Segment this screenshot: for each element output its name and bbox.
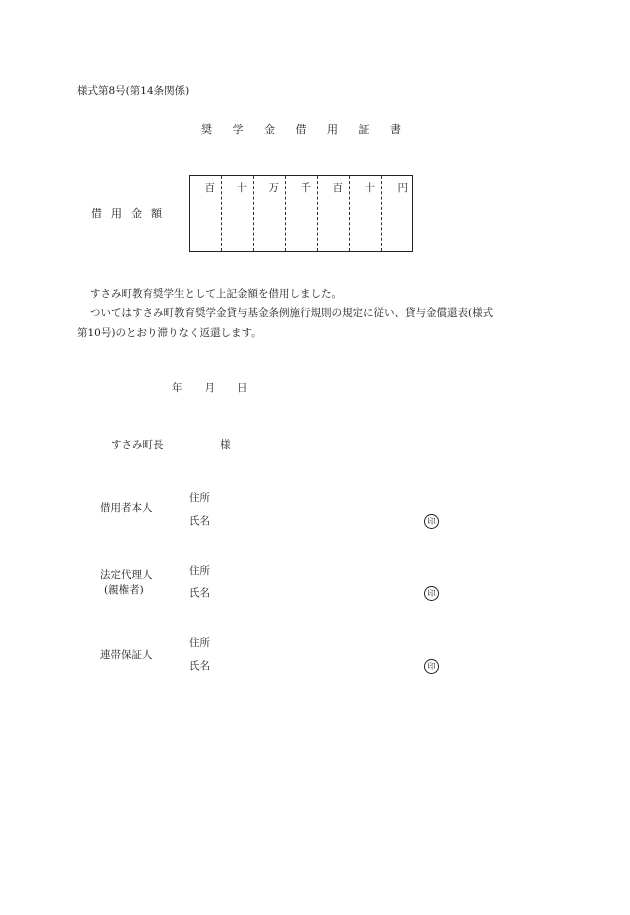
signer-role-guarantor: 連帯保証人 [100, 649, 153, 661]
body-text-line: すさみ町教育奨学生として上記金額を借用しました。 [90, 288, 342, 300]
signer-role-guardian-sub: (親権者) [104, 584, 144, 596]
digit-cell-ten-million[interactable] [222, 176, 254, 251]
signer-role-borrower: 借用者本人 [100, 502, 153, 514]
signer-role-guardian: 法定代理人 [100, 569, 153, 581]
title-char: 奨 [201, 123, 212, 136]
digit-unit: 百 [332, 182, 343, 194]
seal-icon: 印 [424, 514, 439, 529]
addressee-honorific: 様 [220, 439, 231, 451]
title-char: 学 [232, 123, 244, 136]
date-line[interactable] [172, 383, 270, 394]
date-month: 月 [204, 382, 215, 394]
seal-icon: 印 [424, 586, 439, 601]
name-label: 氏名 [189, 660, 210, 672]
amount-box[interactable] [189, 175, 413, 252]
addressee-name: すさみ町長 [111, 439, 164, 451]
digit-cell-yen[interactable] [382, 176, 414, 251]
digit-cell-hundred[interactable] [318, 176, 350, 251]
digit-unit: 十 [236, 182, 247, 194]
amount-label-char: 用 [111, 207, 122, 220]
body-text-line: ついてはすさみ町教育奨学金貸与基金条例施行規則の規定に従い、貸与金償還表(様式 [90, 307, 494, 319]
address-label: 住所 [189, 565, 210, 577]
name-label: 氏名 [189, 515, 210, 527]
title-char: 借 [295, 123, 307, 136]
digit-cell-thousand[interactable] [286, 176, 318, 251]
digit-cell-million[interactable] [254, 176, 286, 251]
digit-cell-hundred-million[interactable] [190, 176, 222, 251]
date-day: 日 [237, 382, 248, 394]
digit-unit: 十 [364, 182, 375, 194]
digit-unit: 千 [300, 182, 311, 194]
digit-unit: 万 [268, 182, 279, 194]
name-label: 氏名 [189, 587, 210, 599]
address-label: 住所 [189, 637, 210, 649]
title-char: 用 [327, 123, 338, 136]
amount-label-char: 金 [131, 207, 142, 220]
title-char: 金 [264, 123, 275, 136]
title-char: 証 [358, 123, 370, 136]
amount-label-char: 借 [91, 207, 102, 220]
document-title [201, 124, 422, 135]
digit-cell-ten[interactable] [350, 176, 382, 251]
body-text-line: 第10号)のとおり滞りなく返還します。 [77, 327, 262, 339]
digit-unit: 百 [204, 182, 215, 194]
seal-icon: 印 [424, 659, 439, 674]
digit-unit: 円 [397, 182, 408, 194]
amount-label [91, 208, 171, 219]
date-year: 年 [172, 382, 183, 394]
amount-label-char: 額 [151, 207, 162, 220]
address-label: 住所 [189, 492, 210, 504]
form-number: 様式第8号(第14条関係) [77, 85, 190, 97]
title-char: 書 [390, 123, 401, 136]
